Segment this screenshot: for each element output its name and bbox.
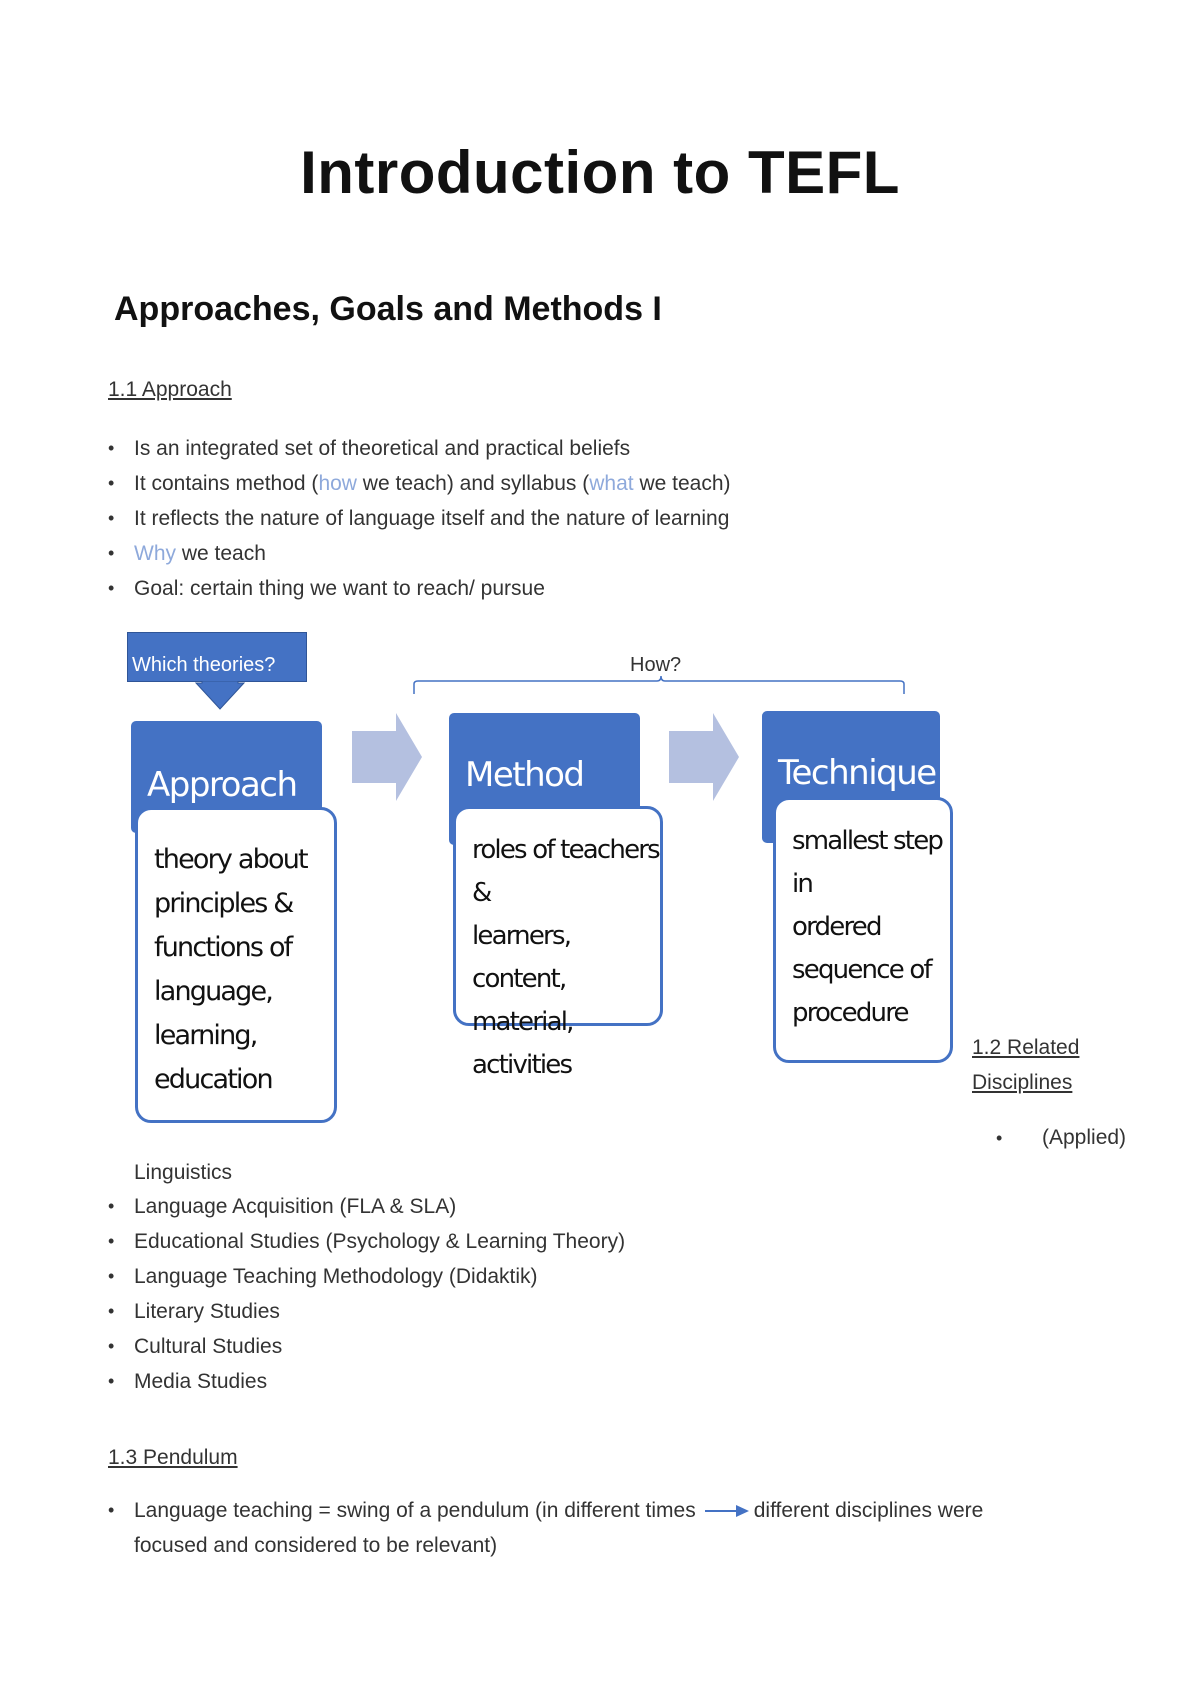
approach-bullet-list: [108, 431, 1008, 606]
approach-description-box: [135, 807, 337, 1123]
technique-heading: Technique: [778, 753, 936, 793]
pendulum-line-2: focused and considered to be relevant): [134, 1534, 498, 1557]
which-theories-callout: [127, 632, 307, 682]
method-line: roles of teachers &: [472, 835, 659, 908]
list-item: [108, 1189, 1008, 1224]
list-item-text: Literary Studies: [134, 1300, 280, 1323]
technique-line: procedure: [792, 998, 908, 1028]
section-heading-related-line2: Disciplines: [972, 1071, 1073, 1094]
approach-line: language,: [154, 976, 273, 1007]
method-line: material, activities: [472, 1007, 573, 1080]
list-item-text: It contains method (: [134, 472, 319, 495]
list-item-text: we teach: [176, 542, 266, 565]
method-line: learners, content,: [472, 921, 571, 994]
technique-line: ordered: [792, 912, 881, 942]
approach-line: theory about: [154, 844, 307, 875]
approach-line: education: [154, 1064, 272, 1095]
arrow-right-icon: [704, 1503, 750, 1519]
list-item: [108, 1294, 1008, 1329]
approach-line: principles &: [154, 888, 293, 919]
list-item: [108, 466, 1008, 501]
callout-down-arrow-icon: [194, 681, 246, 711]
section-heading-approach: 1.1 Approach: [108, 378, 232, 401]
list-item-text: (Applied): [1042, 1126, 1127, 1149]
list-item: [108, 431, 1008, 466]
list-item-text: different disciplines were: [753, 1499, 984, 1522]
list-item-text: Is an integrated set of theoretical and practical beliefs: [134, 437, 631, 460]
list-item: [108, 501, 1008, 536]
list-item-text: Language Acquisition (FLA & SLA): [134, 1195, 457, 1218]
list-item: [108, 571, 1008, 606]
list-item-text: Media Studies: [134, 1370, 268, 1393]
highlight-how: how: [318, 472, 357, 495]
list-item-text: Language teaching = swing of a pendulum (in different times: [134, 1499, 696, 1522]
bullet-icon: •: [108, 1500, 115, 1520]
bullet-icon: •: [996, 1128, 1003, 1148]
list-item: [108, 1259, 1008, 1294]
section-subtitle: Approaches, Goals and Methods I: [114, 290, 662, 328]
list-item-text: It reflects the nature of language itself and the nature of learning: [134, 507, 730, 530]
method-heading: Method: [465, 755, 584, 795]
approach-line: learning,: [154, 1020, 257, 1051]
list-item-text: Goal: certain thing we want to reach/ pursue: [134, 577, 545, 600]
technique-description-box: [773, 797, 953, 1063]
approach-line: functions of: [154, 932, 292, 963]
list-item-text: Linguistics: [134, 1161, 233, 1184]
disciplines-bullet-list: [108, 1189, 1008, 1399]
method-description-box: [453, 806, 663, 1080]
which-theories-label: Which theories?: [132, 654, 276, 676]
list-item: [108, 1364, 1008, 1399]
section-heading-pendulum: 1.3 Pendulum: [108, 1446, 238, 1469]
list-item-text: Language Teaching Methodology (Didaktik): [134, 1265, 538, 1288]
list-item: [108, 1224, 1008, 1259]
page-title: Introduction to TEFL: [300, 139, 900, 206]
list-item-text: we teach): [633, 472, 731, 495]
right-arrow-icon: [669, 713, 739, 801]
pendulum-line-1: [134, 1499, 983, 1523]
list-item: [108, 1329, 1008, 1364]
how-brace-icon: [412, 674, 906, 696]
list-item: [108, 536, 1008, 571]
highlight-why: Why: [134, 542, 176, 565]
technique-line: smallest step in: [792, 826, 943, 899]
approach-heading: Approach: [147, 765, 297, 805]
highlight-what: what: [589, 472, 634, 495]
technique-line: sequence of: [792, 955, 931, 985]
list-item-text: we teach) and syllabus (: [356, 472, 590, 495]
list-item-text: Educational Studies (Psychology & Learning Theory): [134, 1230, 626, 1253]
how-label: How?: [630, 654, 682, 676]
list-item-text: Cultural Studies: [134, 1335, 283, 1358]
right-arrow-icon: [352, 713, 422, 801]
section-heading-related-line1: 1.2 Related: [972, 1036, 1080, 1059]
